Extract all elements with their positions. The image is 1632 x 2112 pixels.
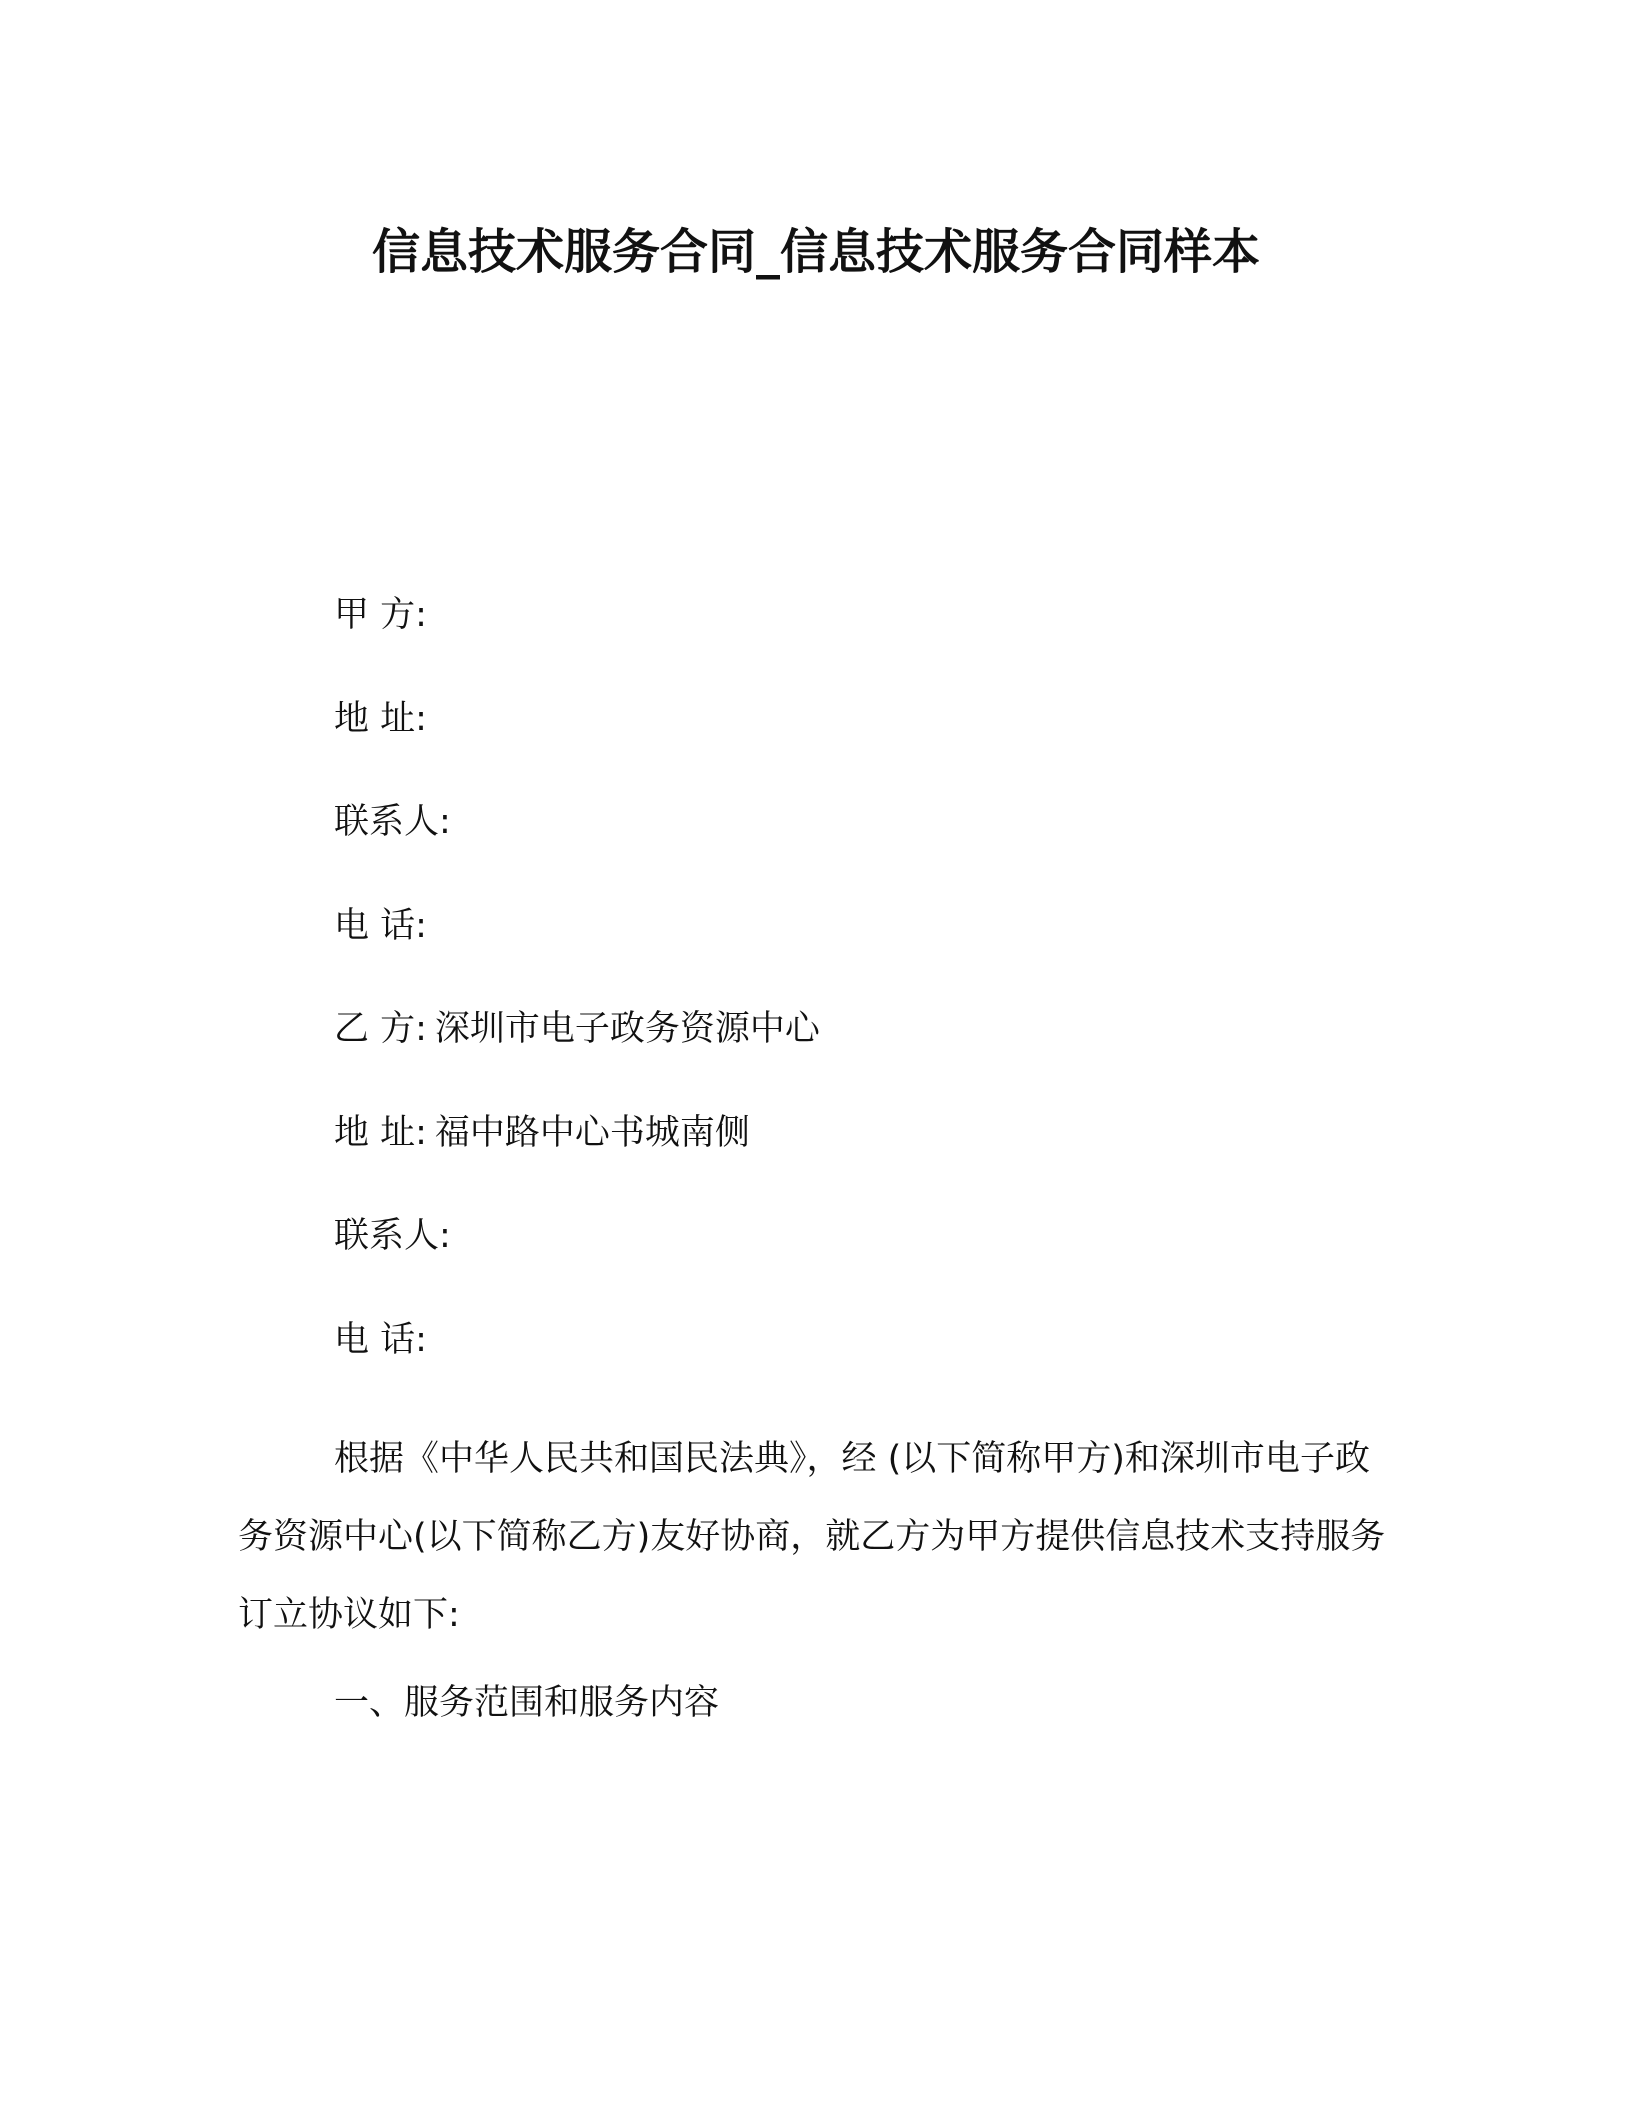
party-a-name-field (334, 592, 435, 638)
party-a-phone-label: 电 话: (334, 906, 427, 946)
party-b-address-value: 福中路中心书城南侧 (434, 1113, 750, 1153)
party-b-phone-label: 电 话: (334, 1320, 427, 1360)
party-a-phone-field (334, 903, 435, 949)
party-b-name-label: 乙 方: (334, 1009, 427, 1049)
party-a-name-label: 甲 方: (334, 595, 427, 635)
section-heading: 一、服务范围和服务内容 (334, 1683, 720, 1723)
preamble-paragraph: 根据《中华人民共和国民法典》，经 (以下简称甲方)和深圳市电子政务资源中心(以下简称乙方)友好协商，就乙方为甲方提供信息技术支持服务订立协议如下: (238, 1439, 1386, 1635)
party-b-name-field (334, 1006, 820, 1052)
party-b-name-value: 深圳市电子政务资源中心 (434, 1009, 820, 1049)
party-b-address-label: 地 址: (334, 1113, 427, 1153)
party-a-contact-label: 联系人: (334, 802, 451, 842)
document-title: 信息技术服务合同_信息技术服务合同样本 (371, 224, 1260, 280)
party-b-phone-field (334, 1317, 435, 1363)
party-a-contact-field (334, 799, 459, 845)
party-b-address-field (334, 1110, 750, 1156)
party-b-contact-field (334, 1213, 459, 1259)
party-b-contact-label: 联系人: (334, 1216, 451, 1256)
party-a-address-field (334, 696, 435, 742)
party-a-address-label: 地 址: (334, 699, 427, 739)
